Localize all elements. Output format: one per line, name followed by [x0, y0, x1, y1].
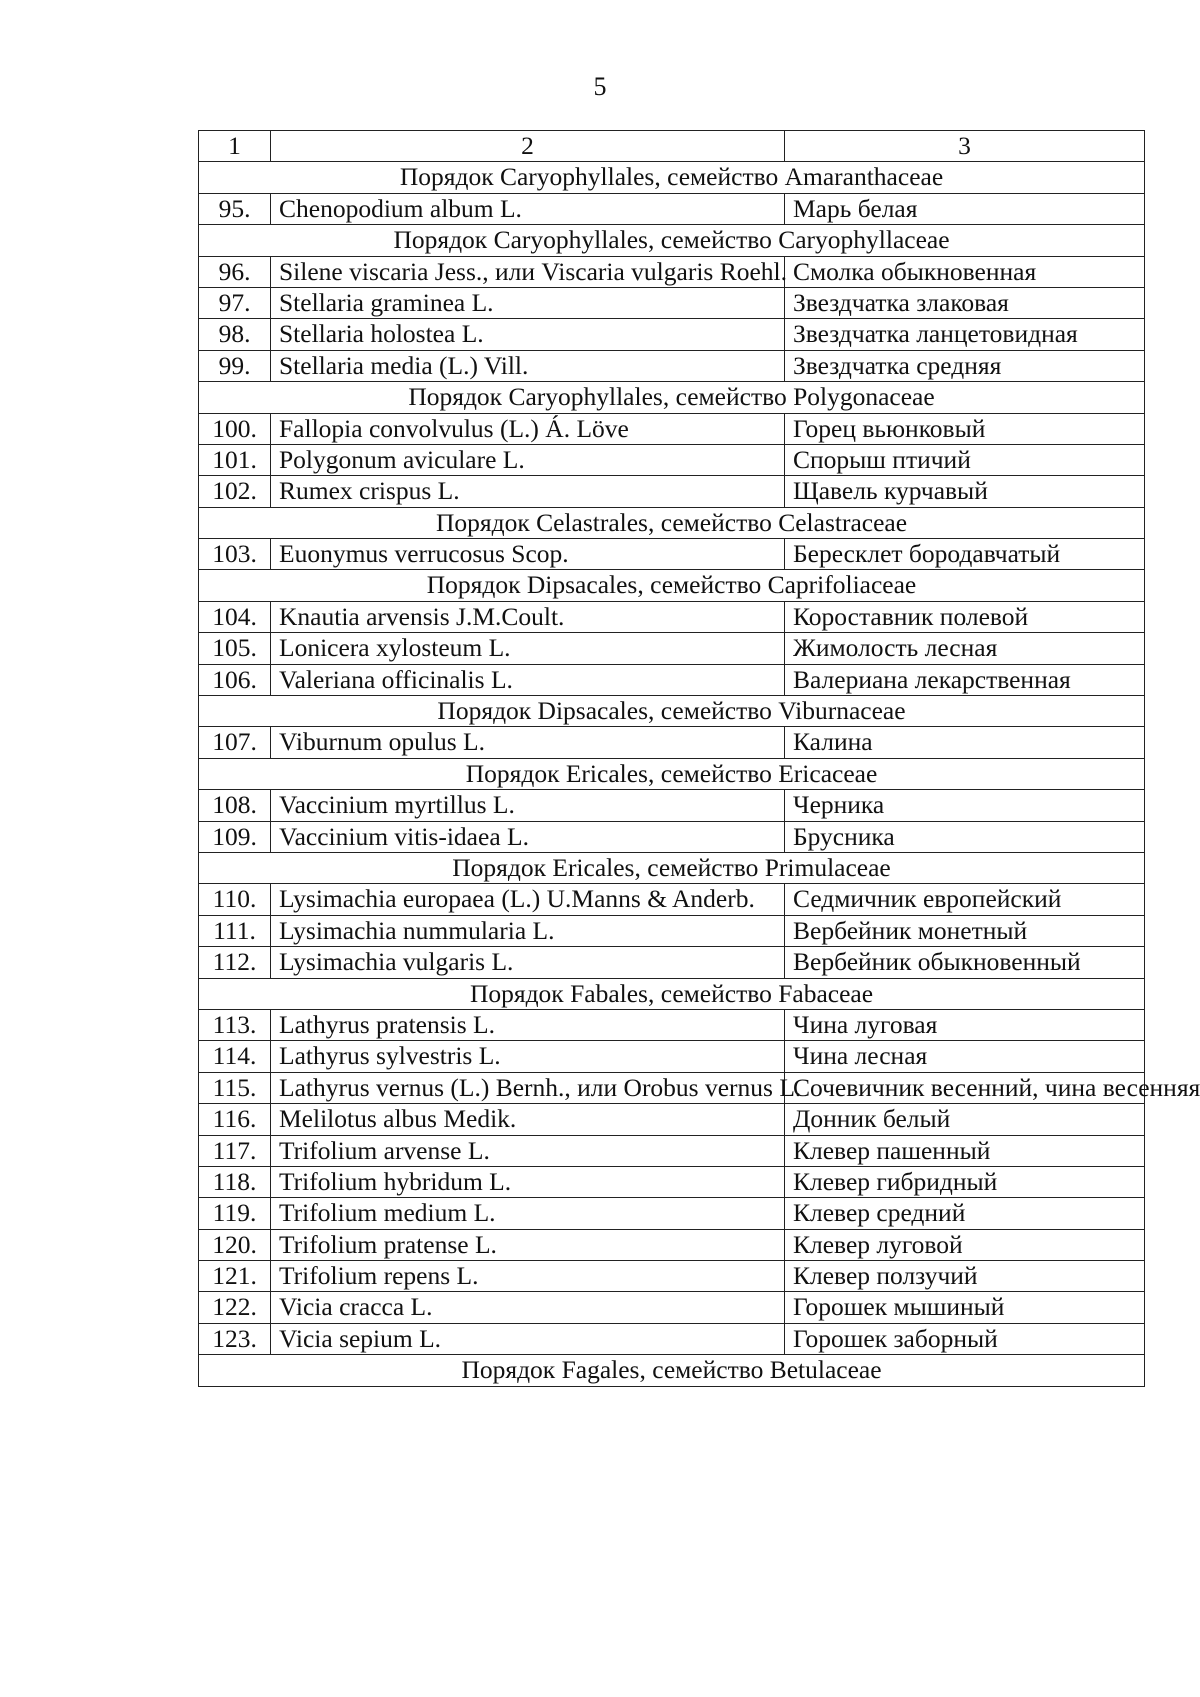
- table-row: [199, 287, 1145, 318]
- russian-name: Клевер гибридный: [785, 1166, 1145, 1197]
- section-row: [199, 570, 1145, 601]
- section-row: [199, 162, 1145, 193]
- russian-name: Короставник полевой: [785, 601, 1145, 632]
- row-number: 104.: [199, 601, 271, 632]
- section-row: [199, 382, 1145, 413]
- row-number: 97.: [199, 287, 271, 318]
- russian-name: Валериана лекарственная: [785, 664, 1145, 695]
- latin-name: Vaccinium vitis-idaea L.: [271, 821, 785, 852]
- russian-name: Горошек мышиный: [785, 1292, 1145, 1323]
- russian-name: Черника: [785, 790, 1145, 821]
- row-number: 123.: [199, 1323, 271, 1354]
- latin-name: Stellaria media (L.) Vill.: [271, 350, 785, 381]
- row-number: 100.: [199, 413, 271, 444]
- species-table: [198, 130, 1200, 1387]
- table-row: [199, 884, 1145, 915]
- row-number: 106.: [199, 664, 271, 695]
- russian-name: Клевер луговой: [785, 1229, 1145, 1260]
- latin-name: Trifolium arvense L.: [271, 1135, 785, 1166]
- section-row: [199, 225, 1145, 256]
- russian-name: Спорыш птичий: [785, 444, 1145, 475]
- russian-name: Звездчатка ланцетовидная: [785, 319, 1145, 350]
- russian-name: Жимолость лесная: [785, 633, 1145, 664]
- table-row: [199, 1104, 1145, 1135]
- latin-name: Valeriana officinalis L.: [271, 664, 785, 695]
- row-number: 119.: [199, 1198, 271, 1229]
- table-row: [199, 1261, 1145, 1292]
- russian-name: Клевер средний: [785, 1198, 1145, 1229]
- row-number: 108.: [199, 790, 271, 821]
- table-row: [199, 1292, 1145, 1323]
- section-row: [199, 1355, 1145, 1386]
- latin-name: Rumex crispus L.: [271, 476, 785, 507]
- row-number: 114.: [199, 1041, 271, 1072]
- table-row: [199, 1072, 1145, 1103]
- table-row: [199, 1323, 1145, 1354]
- russian-name: Вербейник обыкновенный: [785, 947, 1145, 978]
- russian-name: Брусника: [785, 821, 1145, 852]
- latin-name: Lonicera xylosteum L.: [271, 633, 785, 664]
- row-number: 121.: [199, 1261, 271, 1292]
- section-title: Порядок Caryophyllales, семейство Polygonaceae: [199, 382, 1145, 413]
- section-title: Порядок Fagales, семейство Betulaceae: [199, 1355, 1145, 1386]
- row-number: 118.: [199, 1166, 271, 1197]
- header-row: [199, 131, 1145, 162]
- latin-name: Euonymus verrucosus Scop.: [271, 539, 785, 570]
- latin-name: Vaccinium myrtillus L.: [271, 790, 785, 821]
- row-number: 120.: [199, 1229, 271, 1260]
- row-number: 122.: [199, 1292, 271, 1323]
- row-number: 115.: [199, 1072, 271, 1103]
- latin-name: Lysimachia nummularia L.: [271, 915, 785, 946]
- table-row: [199, 664, 1145, 695]
- section-title: Порядок Ericales, семейство Ericaceae: [199, 758, 1145, 789]
- russian-name: Звездчатка злаковая: [785, 287, 1145, 318]
- row-number: 113.: [199, 1009, 271, 1040]
- table-row: [199, 256, 1145, 287]
- russian-name: Калина: [785, 727, 1145, 758]
- row-number: 99.: [199, 350, 271, 381]
- header-cell-number: 1: [199, 131, 271, 162]
- russian-name: Звездчатка средняя: [785, 350, 1145, 381]
- table-row: [199, 350, 1145, 381]
- latin-name: Silene viscaria Jess., или Viscaria vulgaris Roehl.: [271, 256, 785, 287]
- row-number: 101.: [199, 444, 271, 475]
- row-number: 103.: [199, 539, 271, 570]
- table-row: [199, 539, 1145, 570]
- species-table-body: [199, 131, 1200, 1387]
- section-title: Порядок Dipsacales, семейство Caprifoliaceae: [199, 570, 1145, 601]
- header-cell-latin: 2: [271, 131, 785, 162]
- row-number: 95.: [199, 193, 271, 224]
- russian-name: Смолка обыкновенная: [785, 256, 1145, 287]
- russian-name: Горец вьюнковый: [785, 413, 1145, 444]
- section-row: [199, 978, 1145, 1009]
- table-row: [199, 413, 1145, 444]
- row-number: 96.: [199, 256, 271, 287]
- latin-name: Viburnum opulus L.: [271, 727, 785, 758]
- table-row: [199, 915, 1145, 946]
- table-row: [199, 1166, 1145, 1197]
- latin-name: Polygonum aviculare L.: [271, 444, 785, 475]
- latin-name: Trifolium pratense L.: [271, 1229, 785, 1260]
- russian-name: Чина луговая: [785, 1009, 1145, 1040]
- row-number: 112.: [199, 947, 271, 978]
- table-row: [199, 633, 1145, 664]
- row-number: 109.: [199, 821, 271, 852]
- row-number: 98.: [199, 319, 271, 350]
- table-row: [199, 444, 1145, 475]
- section-title: Порядок Dipsacales, семейство Viburnaceae: [199, 696, 1145, 727]
- table-row: [199, 1229, 1145, 1260]
- header-cell-russian: 3: [785, 131, 1145, 162]
- table-row: [199, 193, 1145, 224]
- latin-name: Lathyrus pratensis L.: [271, 1009, 785, 1040]
- russian-name: Сочевичник весенний, чина весенняя: [785, 1072, 1145, 1103]
- russian-name: Донник белый: [785, 1104, 1145, 1135]
- latin-name: Trifolium hybridum L.: [271, 1166, 785, 1197]
- russian-name: Клевер пашенный: [785, 1135, 1145, 1166]
- latin-name: Lathyrus sylvestris L.: [271, 1041, 785, 1072]
- row-number: 102.: [199, 476, 271, 507]
- russian-name: Марь белая: [785, 193, 1145, 224]
- table-row: [199, 821, 1145, 852]
- latin-name: Vicia cracca L.: [271, 1292, 785, 1323]
- table-row: [199, 319, 1145, 350]
- row-number: 110.: [199, 884, 271, 915]
- table-row: [199, 727, 1145, 758]
- table-row: [199, 947, 1145, 978]
- row-number: 111.: [199, 915, 271, 946]
- table-row: [199, 476, 1145, 507]
- section-title: Порядок Caryophyllales, семейство Caryophyllaceae: [199, 225, 1145, 256]
- latin-name: Knautia arvensis J.M.Coult.: [271, 601, 785, 632]
- section-row: [199, 758, 1145, 789]
- section-title: Порядок Fabales, семейство Fabaceae: [199, 978, 1145, 1009]
- russian-name: Чина лесная: [785, 1041, 1145, 1072]
- russian-name: Бересклет бородавчатый: [785, 539, 1145, 570]
- row-number: 117.: [199, 1135, 271, 1166]
- table-row: [199, 790, 1145, 821]
- latin-name: Fallopia convolvulus (L.) Á. Löve: [271, 413, 785, 444]
- latin-name: Lysimachia europaea (L.) U.Manns & Anderb.: [271, 884, 785, 915]
- table-row: [199, 601, 1145, 632]
- latin-name: Lathyrus vernus (L.) Bernh., или Orobus vernus L.: [271, 1072, 785, 1103]
- latin-name: Trifolium repens L.: [271, 1261, 785, 1292]
- section-title: Порядок Celastrales, семейство Celastraceae: [199, 507, 1145, 538]
- latin-name: Stellaria holostea L.: [271, 319, 785, 350]
- russian-name: Щавель курчавый: [785, 476, 1145, 507]
- section-title: Порядок Caryophyllales, семейство Amaranthaceae: [199, 162, 1145, 193]
- table-row: [199, 1135, 1145, 1166]
- latin-name: Stellaria graminea L.: [271, 287, 785, 318]
- table-row: [199, 1198, 1145, 1229]
- latin-name: Lysimachia vulgaris L.: [271, 947, 785, 978]
- latin-name: Melilotus albus Medik.: [271, 1104, 785, 1135]
- table-row: [199, 1009, 1145, 1040]
- section-title: Порядок Ericales, семейство Primulaceae: [199, 852, 1145, 883]
- russian-name: Седмичник европейский: [785, 884, 1145, 915]
- row-number: 116.: [199, 1104, 271, 1135]
- section-row: [199, 696, 1145, 727]
- latin-name: Chenopodium album L.: [271, 193, 785, 224]
- latin-name: Vicia sepium L.: [271, 1323, 785, 1354]
- row-number: 105.: [199, 633, 271, 664]
- section-row: [199, 507, 1145, 538]
- russian-name: Клевер ползучий: [785, 1261, 1145, 1292]
- russian-name: Горошек заборный: [785, 1323, 1145, 1354]
- russian-name: Вербейник монетный: [785, 915, 1145, 946]
- latin-name: Trifolium medium L.: [271, 1198, 785, 1229]
- table-row: [199, 1041, 1145, 1072]
- page-number: 5: [593, 72, 607, 101]
- section-row: [199, 852, 1145, 883]
- row-number: 107.: [199, 727, 271, 758]
